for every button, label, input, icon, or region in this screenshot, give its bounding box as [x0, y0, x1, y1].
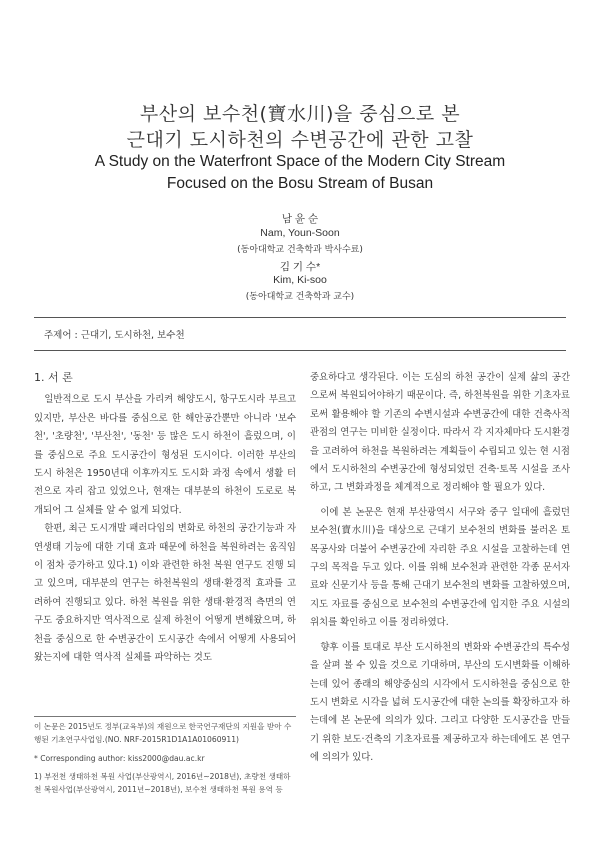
author-1-english-name: Nam, Youn-Soon	[260, 227, 340, 239]
funding-footnote: 이 논문은 2015년도 정부(교육부)의 재원으로 한국연구재단의 지원을 받아 수행된 기초연구사업임.(NO. NRF-2015R1D1A1A01060911)	[34, 722, 292, 744]
right-column	[310, 369, 570, 768]
author-2-affiliation: (동아대학교 건축학과 교수)	[245, 292, 355, 302]
left-column	[34, 369, 296, 668]
author-1-korean-name: 남 윤 순	[281, 213, 319, 225]
keywords-box	[34, 317, 566, 351]
korean-title-line-2: 근대기 도시하천의 수변공간에 관한 고찰	[126, 129, 474, 151]
section-heading: 1. 서 론	[34, 371, 73, 384]
footnote-divider	[34, 716, 296, 717]
body-paragraph: 일반적으로 도시 부산을 가리켜 해양도시, 항구도시라 부르고 있지만, 부산은 바다를 중심으로 한 해안공간뿐만 아니라 '보수천', '초량천', '부산천', '동천' 등 많은 도시 하천이 흘렀으며, 이를 중심으로 주요 도시공간이 형성된 도시이다. 이러한 부산의 도시 하천은 1950년대 이후까지도 도시화 과정 속에서 생활 터전으로 자리 잡고 있었으나, 현재는 대부분의 하천이 도로로 복개되어 그 실체를 알 수 없게 되었다.	[34, 394, 296, 516]
author-2-english-name: Kim, Ki-soo	[273, 274, 327, 286]
keywords-text: 주제어 : 근대기, 도시하천, 보수천	[44, 330, 185, 341]
korean-title-line-1: 부산의 보수천(寶水川)을 중심으로 본	[139, 103, 461, 125]
corresponding-author-footnote: * Corresponding author: kiss2000@dau.ac.kr	[34, 754, 205, 763]
body-paragraph: 이에 본 논문은 현재 부산광역시 서구와 중구 일대에 흘렀던 보수천(寶水川)을 대상으로 근대기 보수천의 변화를 불러온 토목공사와 더불어 수변공간에 자리한 주요 시설을 고찰하는데 연구의 목적을 두고 있다. 이를 위해 보수천과 관련한 각종 문서자료와 신문기사 등을 통해 근대기 보수천의 변화를 고찰하였으며, 지도 자료를 중심으로 보수천의 수변공간에 입지한 주요 시설의 위치를 확인하고 이를 정리하였다.	[310, 506, 570, 629]
english-title-line-2: Focused on the Bosu Stream of Busan	[166, 175, 434, 192]
author-2-korean-name: 김 기 수*	[279, 261, 321, 273]
footnote-1: 1) 부전천 생태하천 복원 사업(부산광역시, 2016년~2018년), 초량천 생태하천 복원사업(부산광역시, 2011년~2018년), 보수천 생태하천 복원 용역 등	[34, 772, 291, 794]
english-title-line-1: A Study on the Waterfront Space of the Modern City Stream	[94, 153, 506, 170]
author-1-affiliation: (동아대학교 건축학과 박사수료)	[237, 245, 363, 255]
body-paragraph: 중요하다고 생각된다. 이는 도심의 하천 공간이 실제 삶의 공간으로써 복원되어야하기 때문이다. 즉, 하천복원을 위한 기초자료로써 활용해야 할 기존의 수변시설과 수변공간에 대한 건축사적 관점의 연구는 미비한 실정이다. 따라서 각 지자체마다 도시환경을 고려하여 하천을 복원하려는 계획들이 수립되고 있는 현 시점에서 도시하천의 수변공간에 형성되었던 건축·토목 시설을 조사하고, 그 변화과정을 체계적으로 정리해야 할 필요가 있다.	[310, 372, 570, 494]
body-paragraph: 한편, 최근 도시개발 패러다임의 변화로 하천의 공간기능과 자연생태 기능에 대한 기대 효과 때문에 하천을 복원하려는 움직임이 점차 증가하고 있다.1) 이와 관련한 하천 복원 연구도 진행 되고 있으며, 대부분의 연구는 하천복원의 생태·환경적 효과를 고려하여 진행되고 있다. 하천 복원을 위한 생태·환경적 측면의 연구도 중요하지만 역사적으로 실제 하천이 어떻게 변해왔으며, 하천을 중심으로 한 수변공간이 도시공간 속에서 어떻게 사용되어 왔는지에 대한 역사적 실체를 파악하는 것도	[34, 523, 296, 664]
body-paragraph: 향후 이를 토대로 부산 도시하천의 변화와 수변공간의 특수성을 살펴 볼 수 있을 것으로 기대하며, 부산의 도시변화를 이해하는데 있어 종래의 해양중심의 시각에서 도시하천을 중심으로 한 도시 변화로 시각을 넓혀 도시공간에 대한 논의를 확장하고자 하는데에 본 논문에 의의가 있다. 그리고 다양한 도시공간을 만들기 위한 보도·건축의 기초자료를 제공하고자 하는데에도 본 연구에 의의가 있다.	[310, 641, 570, 764]
